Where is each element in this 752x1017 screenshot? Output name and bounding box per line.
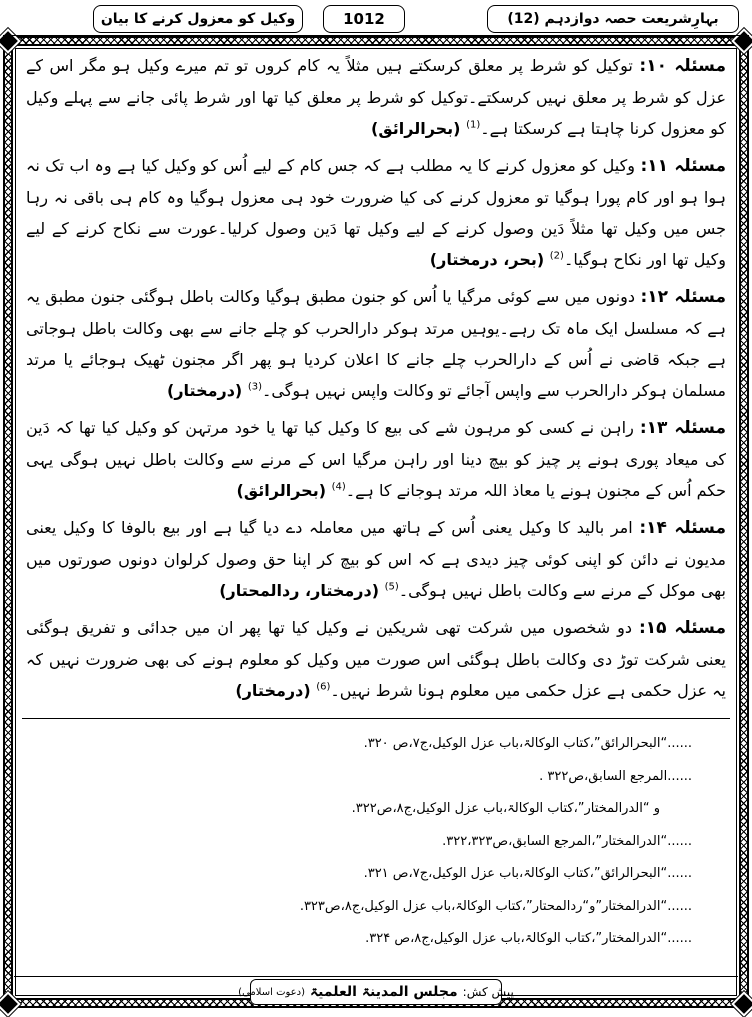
- issue-text: دونوں میں سے کوئی مرگیا یا اُس کو جنون مطبق ہوگیا وکالت باطل ہوگئی جنون مطبق یہ ہے کہ مسلسل ایک ماہ تک رہے۔یوہیں مرتد ہوکر دارالحرب کو چلے جانے سے بھی وکالت باطل ہوجاتی ہے جبکہ قاضی نے اُس کے دارالحرب چلے جانے کا اعلان کردیا ہو پھر اگر مجنون ٹھیک ہوجائے یا مرتد مسلمان ہوکر دارالحرب سے واپس آجائے تو وکالت واپس نہیں ہوگی۔: [26, 287, 726, 400]
- footnote-ref: (2): [549, 250, 564, 262]
- chapter-title: وکیل کو معزول کرنے کا بیان: [93, 5, 303, 33]
- issue-label: مسئلہ ۱۲:: [640, 287, 726, 307]
- footnote-separator: [22, 718, 730, 719]
- header-rule: [3, 35, 749, 36]
- publisher-name: مجلس المدینۃ العلمیۃ: [309, 984, 458, 1000]
- publisher-subtitle: (دعوت اسلامی): [238, 986, 305, 998]
- issue-paragraph: [26, 281, 726, 406]
- issue-source: (بحرالرائق): [236, 481, 332, 500]
- issue-text: راہن نے کسی کو مرہون شے کی بیع کا وکیل کیا تھا یا خود مرتہن کو وکیل کیا تھا کہ دَین کی میعاد پوری ہونے پر چیز کو بیچ دینا اور راہن مرگیا اس کے مرنے سے وکالت باطل نہیں ہوگی یہی حکم اُس کے مجنون ہونے یا معاذ اللہ مرتد ہوجانے کا ہے۔: [26, 418, 726, 500]
- footnote-ref: (3): [247, 381, 262, 393]
- issue-label: مسئلہ ۱۰:: [639, 56, 726, 76]
- issue-label: مسئلہ ۱۱:: [640, 156, 726, 176]
- issue-source: (درمختار): [235, 681, 317, 700]
- footnote-ref: (1): [466, 119, 481, 131]
- footnote-ref: (5): [384, 581, 399, 593]
- issue-paragraph: [26, 412, 726, 506]
- issue-text: دو شخصوں میں شرکت تھی شریکین نے وکیل کیا تھا پھر ان میں جدائی و تفریق ہوگئی یعنی شرکت توڑ دی وکالت باطل ہوگئی اس صورت میں وکیل کو معلوم ہونے کی بھی ضرورت نہیں کہ یہ عزل حکمی ہے عزل حکمی میں معلوم ہونا شرط نہیں۔: [26, 618, 726, 700]
- footer-rule: [14, 976, 738, 977]
- issue-source: (درمختار): [167, 381, 248, 400]
- footnote: ......المرجع السابق،ص۳۲۲ .: [539, 768, 692, 784]
- footnote: ......“البحرالرائق”،کتاب الوکالۃ،باب عزل الوکیل،ج۷،ص ۳۲۰.: [363, 736, 692, 751]
- footnote: ......“الدرالمختار”و“ردالمحتار”،کتاب الوکالۃ،باب عزل الوکیل،ج۸،ص۳۲۳.: [299, 898, 692, 914]
- issue-label: مسئلہ ۱۵:: [638, 618, 726, 638]
- page-number: 1012: [323, 5, 405, 33]
- issue-label: مسئلہ ۱۴:: [639, 518, 726, 538]
- book-title: بہارِشریعت حصہ دوازدہم (12): [487, 5, 739, 33]
- footnote: ......“الدرالمختار”،کتاب الوکالۃ،باب عزل الوکیل،ج۸،ص ۳۲۴.: [365, 931, 692, 946]
- publisher-credit: [238, 979, 514, 1005]
- footnote: و “الدرالمختار”،کتاب الوکالۃ،باب عزل الوکیل،ج۸،ص۳۲۲.: [351, 801, 660, 816]
- issue-paragraph: [26, 512, 726, 606]
- issue-text: توکیل کو شرط پر معلق کرسکتے ہیں مثلاً یہ کام کروں تو تم میرے وکیل ہو مگر اس کے عزل کو شرط پر معلق نہیں کرسکتے۔توکیل کو شرط پر معلق کیا تھا اور شرط پائی جانے سے پہلے وکیل کو معزول کرنا چاہتا ہے کرسکتا ہے۔: [26, 56, 726, 138]
- footnote-ref: (4): [331, 481, 346, 493]
- issue-text: وکیل کو معزول کرنے کا یہ مطلب ہے کہ جس کام کے لیے اُس کو وکیل کیا ہے وہ اب تک نہ ہوا ہو اور کام پورا ہوگیا تو معزول کرنے کی کیا ضرورت خود ہی معزول ہوگیا وہ کام ہی باقی نہ رہا جس میں وکیل تھا مثلاً دَین وصول کرنے کے لیے وکیل تھا دَین وصول کرلیا۔عورت سے نکاح کرنے کے لیے وکیل تھا اور نکاح ہوگیا۔: [26, 156, 726, 269]
- issue-paragraph: [26, 50, 726, 144]
- footnote: ......“الدرالمختار”،المرجع السابق،ص۳۲۲،۳۲۳.: [442, 833, 692, 849]
- main-text: [26, 50, 726, 710]
- issue-source: (بحر، درمختار): [429, 250, 550, 269]
- footnotes: [52, 728, 692, 960]
- issue-label: مسئلہ ۱۳:: [639, 418, 726, 438]
- issue-text: امر بالید کا وکیل یعنی اُس کے ہاتھ میں معاملہ دے دیا گیا ہے اور بیع بالوفا کا وکیل یعنی مدیون نے دائن کو اپنی کوئی چیز دیدی ہے کہ اس کو بیچ کر اپنا حق وصول کرلوان دونوں صورتوں میں بھی موکل کے مرنے سے وکالت باطل نہیں ہوگی۔: [26, 518, 726, 600]
- issue-source: (بحرالرائق): [371, 119, 467, 138]
- presented-by-label: پیش کش:: [462, 985, 514, 999]
- footnote: ......“البحرالرائق”،کتاب الوکالۃ،باب عزل الوکیل،ج۷،ص ۳۲۱.: [363, 866, 692, 881]
- issue-source: (درمختار، ردالمحتار): [219, 581, 385, 600]
- issue-paragraph: [26, 150, 726, 275]
- issue-paragraph: [26, 612, 726, 706]
- footnote-ref: (6): [316, 681, 331, 693]
